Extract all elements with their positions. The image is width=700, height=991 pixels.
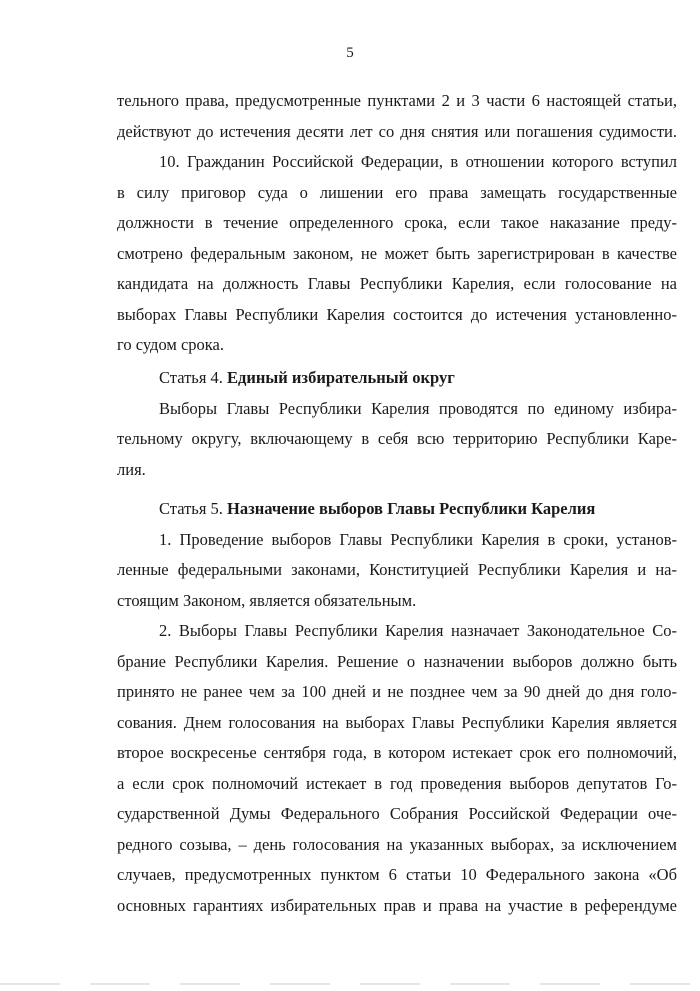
article-5 xyxy=(117,494,677,921)
article-title: Назначение выборов Главы Республики Карелия xyxy=(227,499,596,518)
text-line: второе воскресенье сентября года, в котором истекает срок его полномочий, xyxy=(117,743,677,762)
text-line: а если срок полномочий истекает в год проведения выборов депутатов Го- xyxy=(117,773,677,793)
text-line: брание Республики Карелия. Решение о назначении выборов должно быть xyxy=(117,651,677,671)
text-line: выборах Главы Республики Карелия состоится до истечения установленно- xyxy=(117,304,677,324)
article-body xyxy=(117,394,677,486)
article-body xyxy=(117,525,677,922)
text-line: основных гарантиях избирательных прав и права на участие в референдуме xyxy=(117,895,677,915)
text-line: редного созыва, – день голосования на указанных выборах, за исключением xyxy=(117,834,677,854)
article-prefix: Статья 5. xyxy=(159,499,228,518)
text-line: стоящим Законом, является обязательным. xyxy=(117,590,417,610)
text-line: принято не ранее чем за 100 дней и не позднее чем за 90 дней до дня голо- xyxy=(117,682,677,701)
article-heading xyxy=(117,494,677,525)
text-line: ленные федеральными законами, Конституцией Республики Карелия и на- xyxy=(117,560,677,579)
article-prefix: Статья 4. xyxy=(159,368,228,387)
text-line: случаев, предусмотренных пунктом 6 статьи 10 Федерального закона «Об xyxy=(117,865,677,884)
text-line: смотрено федеральным законом, не может быть зарегистрирован в качестве xyxy=(117,243,677,263)
page-number: 5 xyxy=(346,45,354,61)
text-line: 1. Проведение выборов Главы Республики Карелия в сроки, установ- xyxy=(159,529,677,549)
text-line: кандидата на должность Главы Республики Карелия, если голосование на xyxy=(117,274,677,293)
text-line: должности в течение определенного срока, если такое наказание преду- xyxy=(117,213,677,232)
text-line: тельного права, предусмотренные пунктами 2 и 3 части 6 настоящей статьи, xyxy=(117,91,677,110)
text-line: действуют до истечения десяти лет со дня снятия или погашения судимости. xyxy=(117,121,677,141)
text-line: 10. Гражданин Российской Федерации, в отношении которого вступил xyxy=(159,152,677,171)
article-4 xyxy=(117,363,677,485)
article-heading xyxy=(117,363,677,394)
text-line: сударственной Думы Федерального Собрания Российской Федерации оче- xyxy=(117,804,677,823)
text-line: 2. Выборы Главы Республики Карелия назначает Законодательное Со- xyxy=(159,621,677,640)
text-line: тельному округу, включающему в себя всю территорию Республики Каре- xyxy=(117,429,677,448)
text-line: го судом срока. xyxy=(117,335,224,354)
text-line: сования. Днем голосования на выборах Главы Республики Карелия является xyxy=(117,712,677,732)
text-line: Выборы Главы Республики Карелия проводятся по единому избира- xyxy=(159,398,677,418)
paragraph-continuation xyxy=(117,86,677,361)
scan-artifact-rule xyxy=(0,983,700,985)
article-title: Единый избирательный округ xyxy=(227,368,455,387)
text-line: лия. xyxy=(117,459,146,479)
text-line: в силу приговор суда о лишении его права замещать государственные xyxy=(117,182,677,202)
